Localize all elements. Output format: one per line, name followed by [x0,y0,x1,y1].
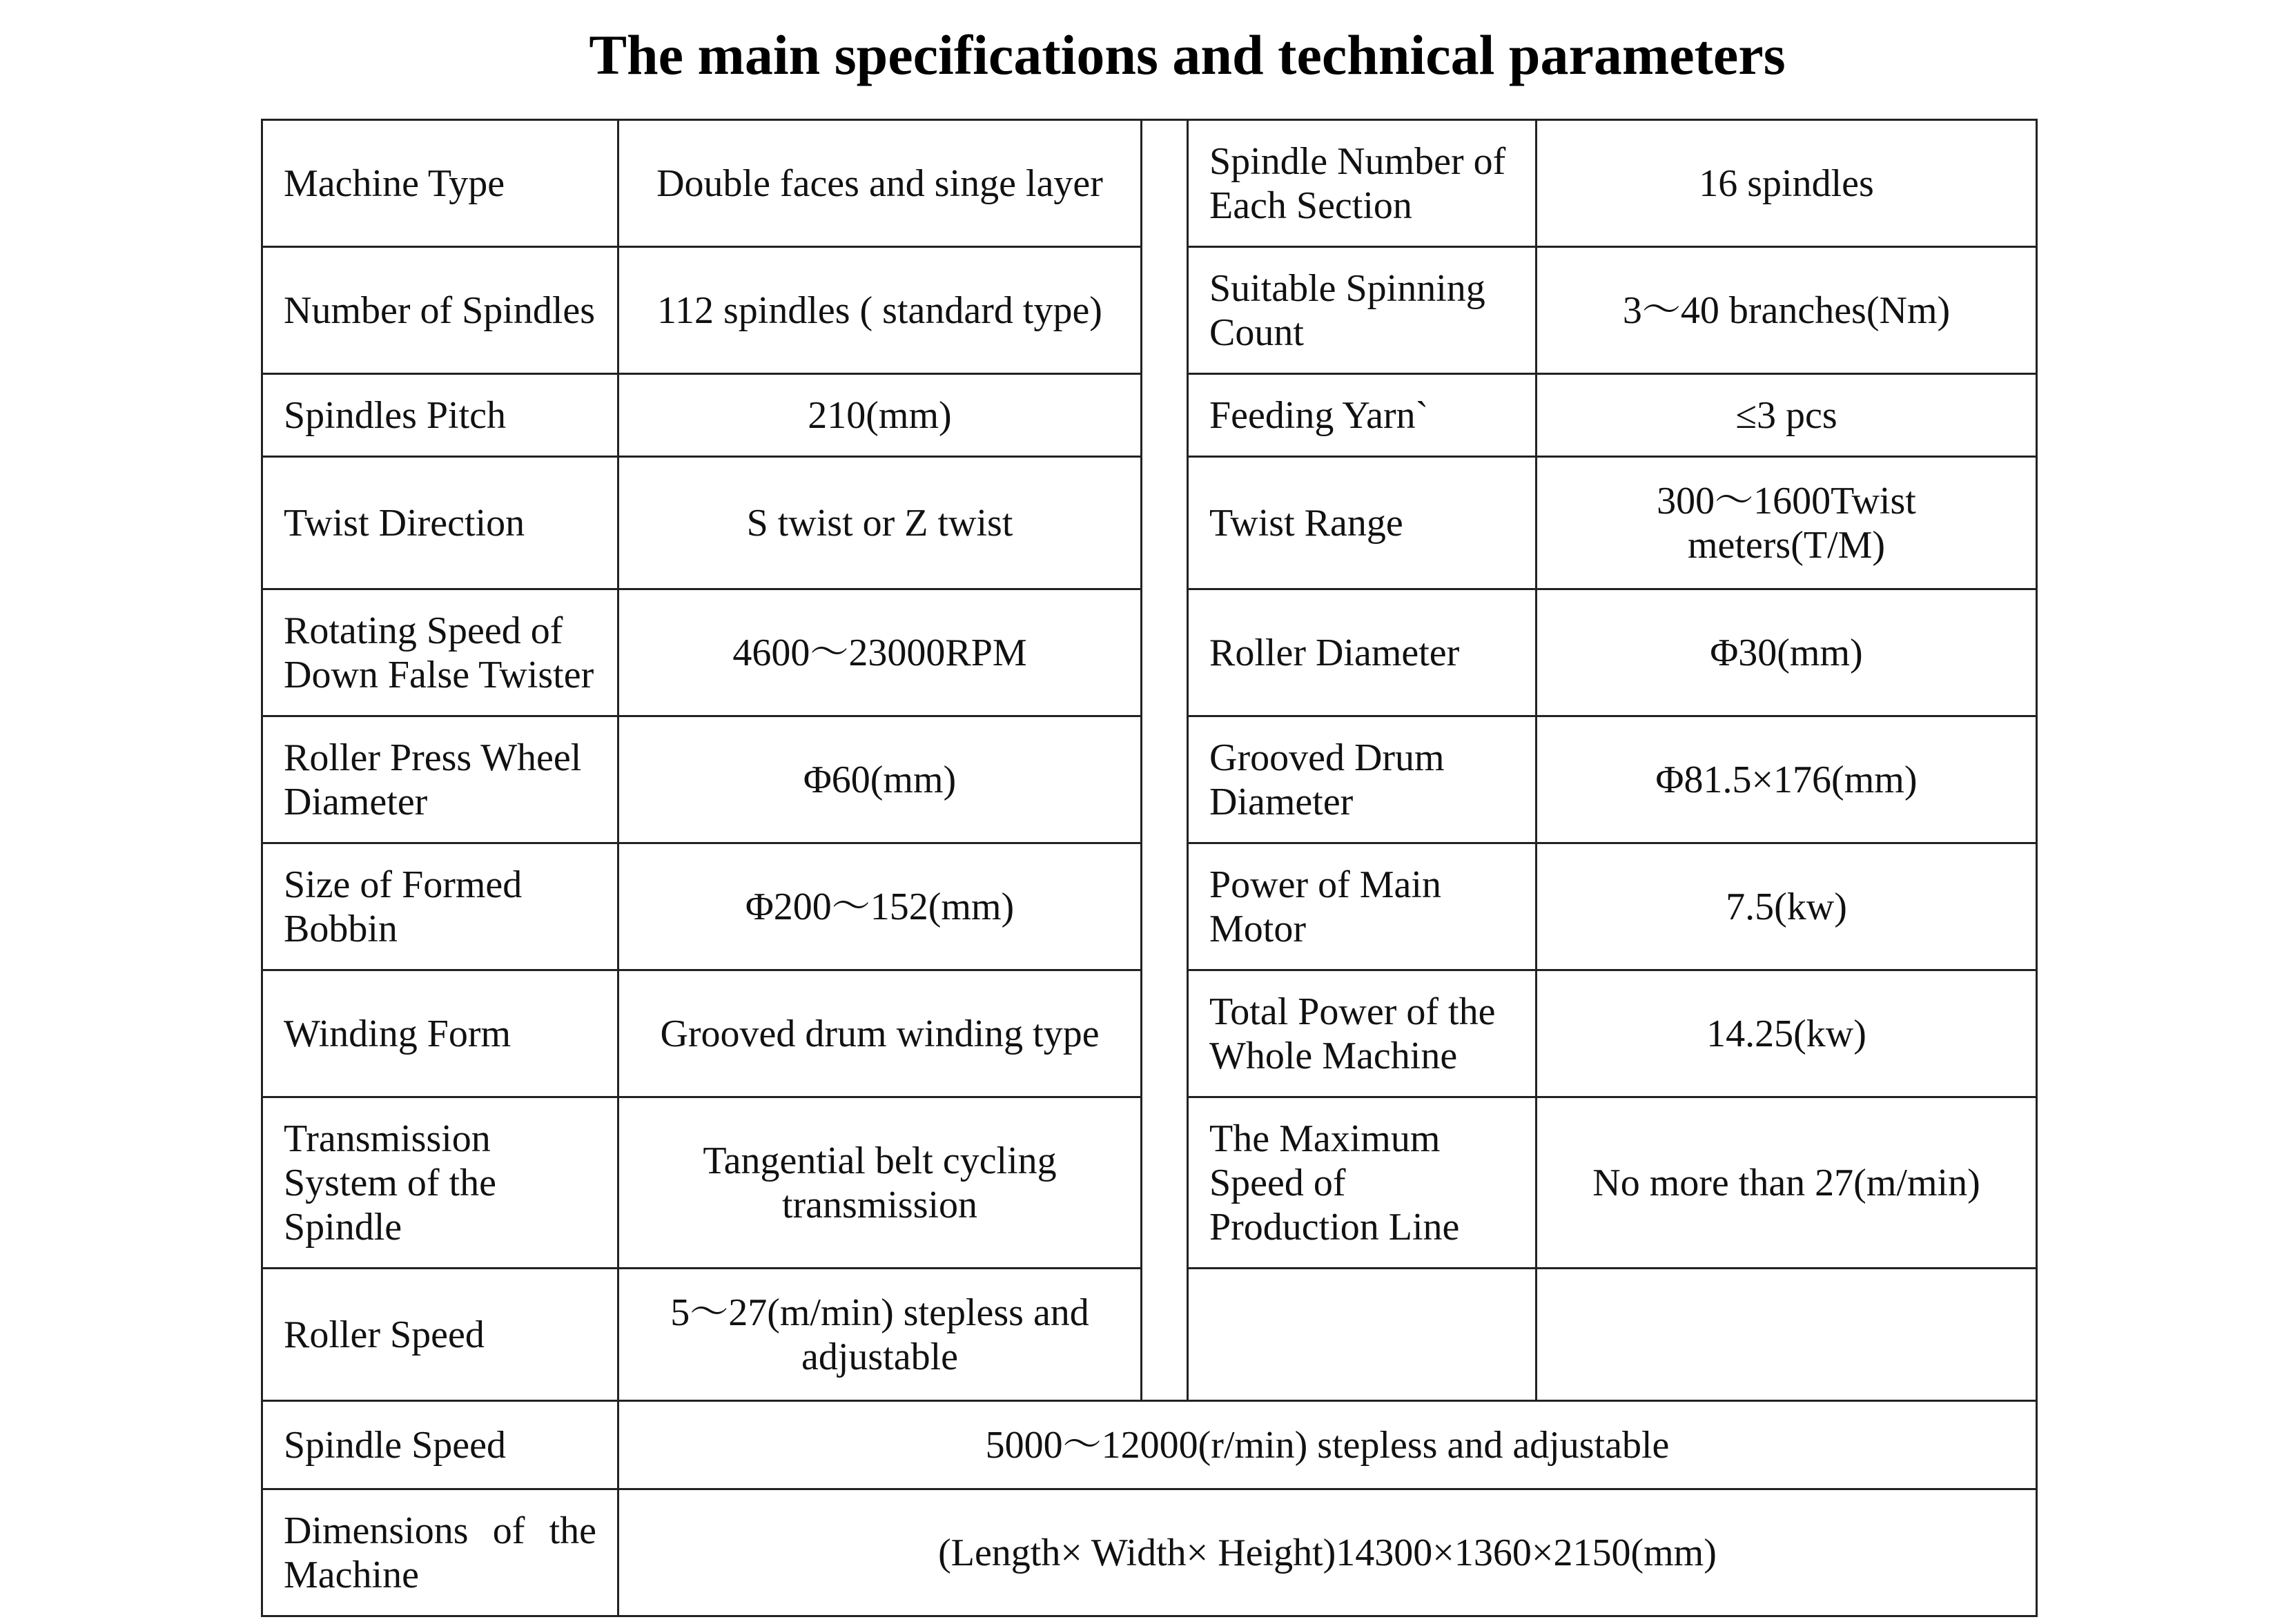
spec-label: Twist Range [1188,457,1537,589]
spec-label: Spindle Speed [262,1401,618,1489]
spec-label: Spindle Number of Each Section [1188,120,1537,247]
spec-label: Feeding Yarn` [1188,374,1537,457]
spec-value: 210(mm) [618,374,1142,457]
spec-value: 3～40 branches(Nm) [1537,247,2037,374]
spec-value: Grooved drum winding type [618,970,1142,1097]
spec-label: Transmission System of the Spindle [262,1097,618,1269]
spec-label: Grooved Drum Diameter [1188,716,1537,843]
empty-cell [1188,1269,1537,1401]
table-row [262,120,2037,247]
spec-value: No more than 27(m/min) [1537,1097,2037,1269]
spec-value: Φ60(mm) [618,716,1142,843]
spec-value: Double faces and singe layer [618,120,1142,247]
spec-value: 5～27(m/min) stepless and adjustable [618,1269,1142,1401]
spec-value: Tangential belt cycling transmission [618,1097,1142,1269]
spec-label: Roller Diameter [1188,589,1537,716]
table-row [262,1401,2037,1489]
spec-value: 14.25(kw) [1537,970,2037,1097]
spec-label: The Maximum Speed of Production Line [1188,1097,1537,1269]
spec-value: ≤3 pcs [1537,374,2037,457]
spec-label: Total Power of the Whole Machine [1188,970,1537,1097]
spec-value: 16 spindles [1537,120,2037,247]
spec-value: S twist or Z twist [618,457,1142,589]
empty-cell [1537,1269,2037,1401]
spec-label: Machine Type [262,120,618,247]
spec-value: 112 spindles ( standard type) [618,247,1142,374]
spec-value: Φ200～152(mm) [618,843,1142,970]
spec-label: Twist Direction [262,457,618,589]
spec-label: Spindles Pitch [262,374,618,457]
specifications-table [261,119,2038,1617]
page-title: The main specifications and technical parameters [589,23,1786,86]
spec-label: Power of Main Motor [1188,843,1537,970]
spec-value: Φ30(mm) [1537,589,2037,716]
spec-label: Suitable Spinning Count [1188,247,1537,374]
spec-value: Φ81.5×176(mm) [1537,716,2037,843]
spec-value: 4600～23000RPM [618,589,1142,716]
spec-label: Dimensions of the Machine [262,1489,618,1616]
spec-label: Roller Speed [262,1269,618,1401]
table-row [262,1489,2037,1616]
spec-label: Number of Spindles [262,247,618,374]
spec-label: Rotating Speed of Down False Twister [262,589,618,716]
column-divider [1142,120,1188,1401]
spec-value: 5000～12000(r/min) stepless and adjustable [618,1401,2037,1489]
spec-value: 7.5(kw) [1537,843,2037,970]
spec-label: Winding Form [262,970,618,1097]
spec-value: 300～1600Twist meters(T/M) [1537,457,2037,589]
spec-value: (Length× Width× Height)14300×1360×2150(mm) [618,1489,2037,1616]
spec-label: Roller Press Wheel Diameter [262,716,618,843]
spec-label: Size of Formed Bobbin [262,843,618,970]
